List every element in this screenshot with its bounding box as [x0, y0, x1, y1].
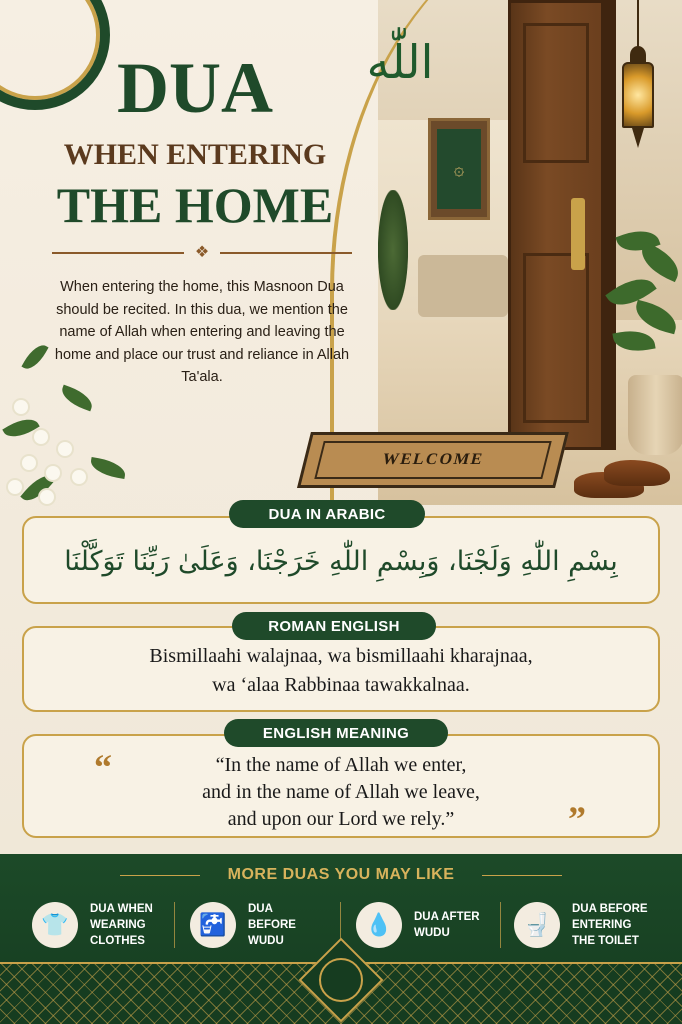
jasmine-flowers	[0, 330, 130, 520]
roman-label: ROMAN ENGLISH	[232, 612, 436, 640]
flower	[72, 470, 86, 484]
leaf	[58, 385, 95, 412]
meaning-line: and upon our Lord we rely.”	[227, 808, 455, 830]
related-dua-before-wudu[interactable]	[190, 894, 320, 956]
lantern-chain	[637, 0, 639, 48]
frame-art: ۞	[437, 129, 481, 209]
related-dua-entering-toilet[interactable]	[514, 894, 656, 956]
close-quote-icon: ”	[568, 799, 586, 839]
label-line: ENTERING	[572, 919, 632, 931]
related-dua-after-wudu[interactable]	[356, 894, 486, 956]
potted-plant	[608, 210, 682, 400]
arabic-label: DUA IN ARABIC	[229, 500, 425, 528]
toilet-icon: 🚽	[514, 902, 560, 948]
related-dua-label	[248, 901, 320, 949]
allah-calligraphy: اللّٰه	[366, 35, 434, 89]
leaf	[89, 457, 127, 479]
label-line: DUA BEFORE	[572, 903, 648, 915]
leaf	[612, 327, 655, 356]
label-line: DUA WHEN	[90, 903, 153, 915]
lantern-body	[622, 62, 654, 128]
lantern-bottom	[632, 128, 644, 148]
roman-text	[22, 642, 660, 700]
flower	[46, 466, 60, 480]
separator	[500, 902, 501, 948]
mat-text: WELCOME	[314, 441, 551, 479]
wall-frame	[428, 118, 490, 220]
ornament-icon: ❖	[194, 244, 210, 261]
medallion-inner	[319, 958, 363, 1002]
related-dua-wearing-clothes[interactable]	[32, 894, 162, 956]
meaning-line: “In the name of Allah we enter,	[215, 754, 467, 776]
flower	[58, 442, 72, 456]
meaning-label: ENGLISH MEANING	[224, 719, 448, 747]
label-line: CLOTHES	[90, 935, 145, 947]
open-quote-icon: “	[94, 747, 112, 787]
door-panel	[523, 23, 589, 163]
arabic-dua-text: بِسْمِ اللّٰهِ وَلَجْنَا، وَبِسْمِ اللّٰهِ خَرَجْنَا، وَعَلَىٰ رَبِّنَا تَوَكَّلْنَا	[64, 545, 618, 577]
hands-water-icon: 💧	[356, 902, 402, 948]
plant-pot	[628, 375, 682, 455]
open-door	[508, 0, 604, 450]
flower	[14, 400, 28, 414]
welcome-mat	[297, 432, 569, 488]
lantern	[616, 40, 660, 150]
door-panel	[523, 253, 589, 423]
title-the-home: THE HOME	[56, 177, 334, 233]
meaning-line: and in the name of Allah we leave,	[202, 781, 480, 803]
hall-plant	[378, 190, 408, 310]
shirt-icon: 👕	[32, 902, 78, 948]
label-line: WUDU	[414, 927, 450, 939]
shoe	[604, 460, 670, 486]
label-line: DUA AFTER	[414, 911, 480, 923]
door-handle	[571, 198, 585, 270]
divider-line	[52, 252, 184, 254]
divider-line	[220, 252, 352, 254]
roman-line: wa ‘alaa Rabbinaa tawakkalnaa.	[212, 674, 470, 696]
title-dua: DUA	[117, 48, 273, 128]
label-line: THE TOILET	[572, 935, 639, 947]
label-line: DUA BEFORE	[248, 903, 296, 931]
flower	[22, 456, 36, 470]
flower	[40, 490, 54, 504]
label-line: WEARING	[90, 919, 146, 931]
title-when-entering: WHEN ENTERING	[63, 138, 327, 171]
flower	[8, 480, 22, 494]
more-duas-title: MORE DUAS YOU MAY LIKE	[227, 866, 455, 883]
label-line: WUDU	[248, 935, 284, 947]
shoes	[574, 458, 674, 506]
related-dua-label	[90, 901, 162, 949]
roman-line: Bismillaahi walajnaa, wa bismillaahi kharajnaa,	[149, 645, 533, 667]
leaf	[632, 300, 681, 335]
meaning-text	[22, 752, 660, 833]
leaf	[21, 341, 48, 374]
sofa	[418, 255, 508, 317]
intro-text: When entering the home, this Masnoon Dua should be recited. In this dua, we mention the name of Allah when entering and leaving the home and place our trust and reliance in Allah Ta'ala.	[54, 279, 350, 385]
leaf	[635, 242, 682, 282]
related-dua-label	[572, 901, 656, 949]
related-dua-label	[414, 909, 486, 941]
flower	[34, 430, 48, 444]
title-divider	[52, 244, 352, 262]
tap-icon: 🚰	[190, 902, 236, 948]
separator	[174, 902, 175, 948]
